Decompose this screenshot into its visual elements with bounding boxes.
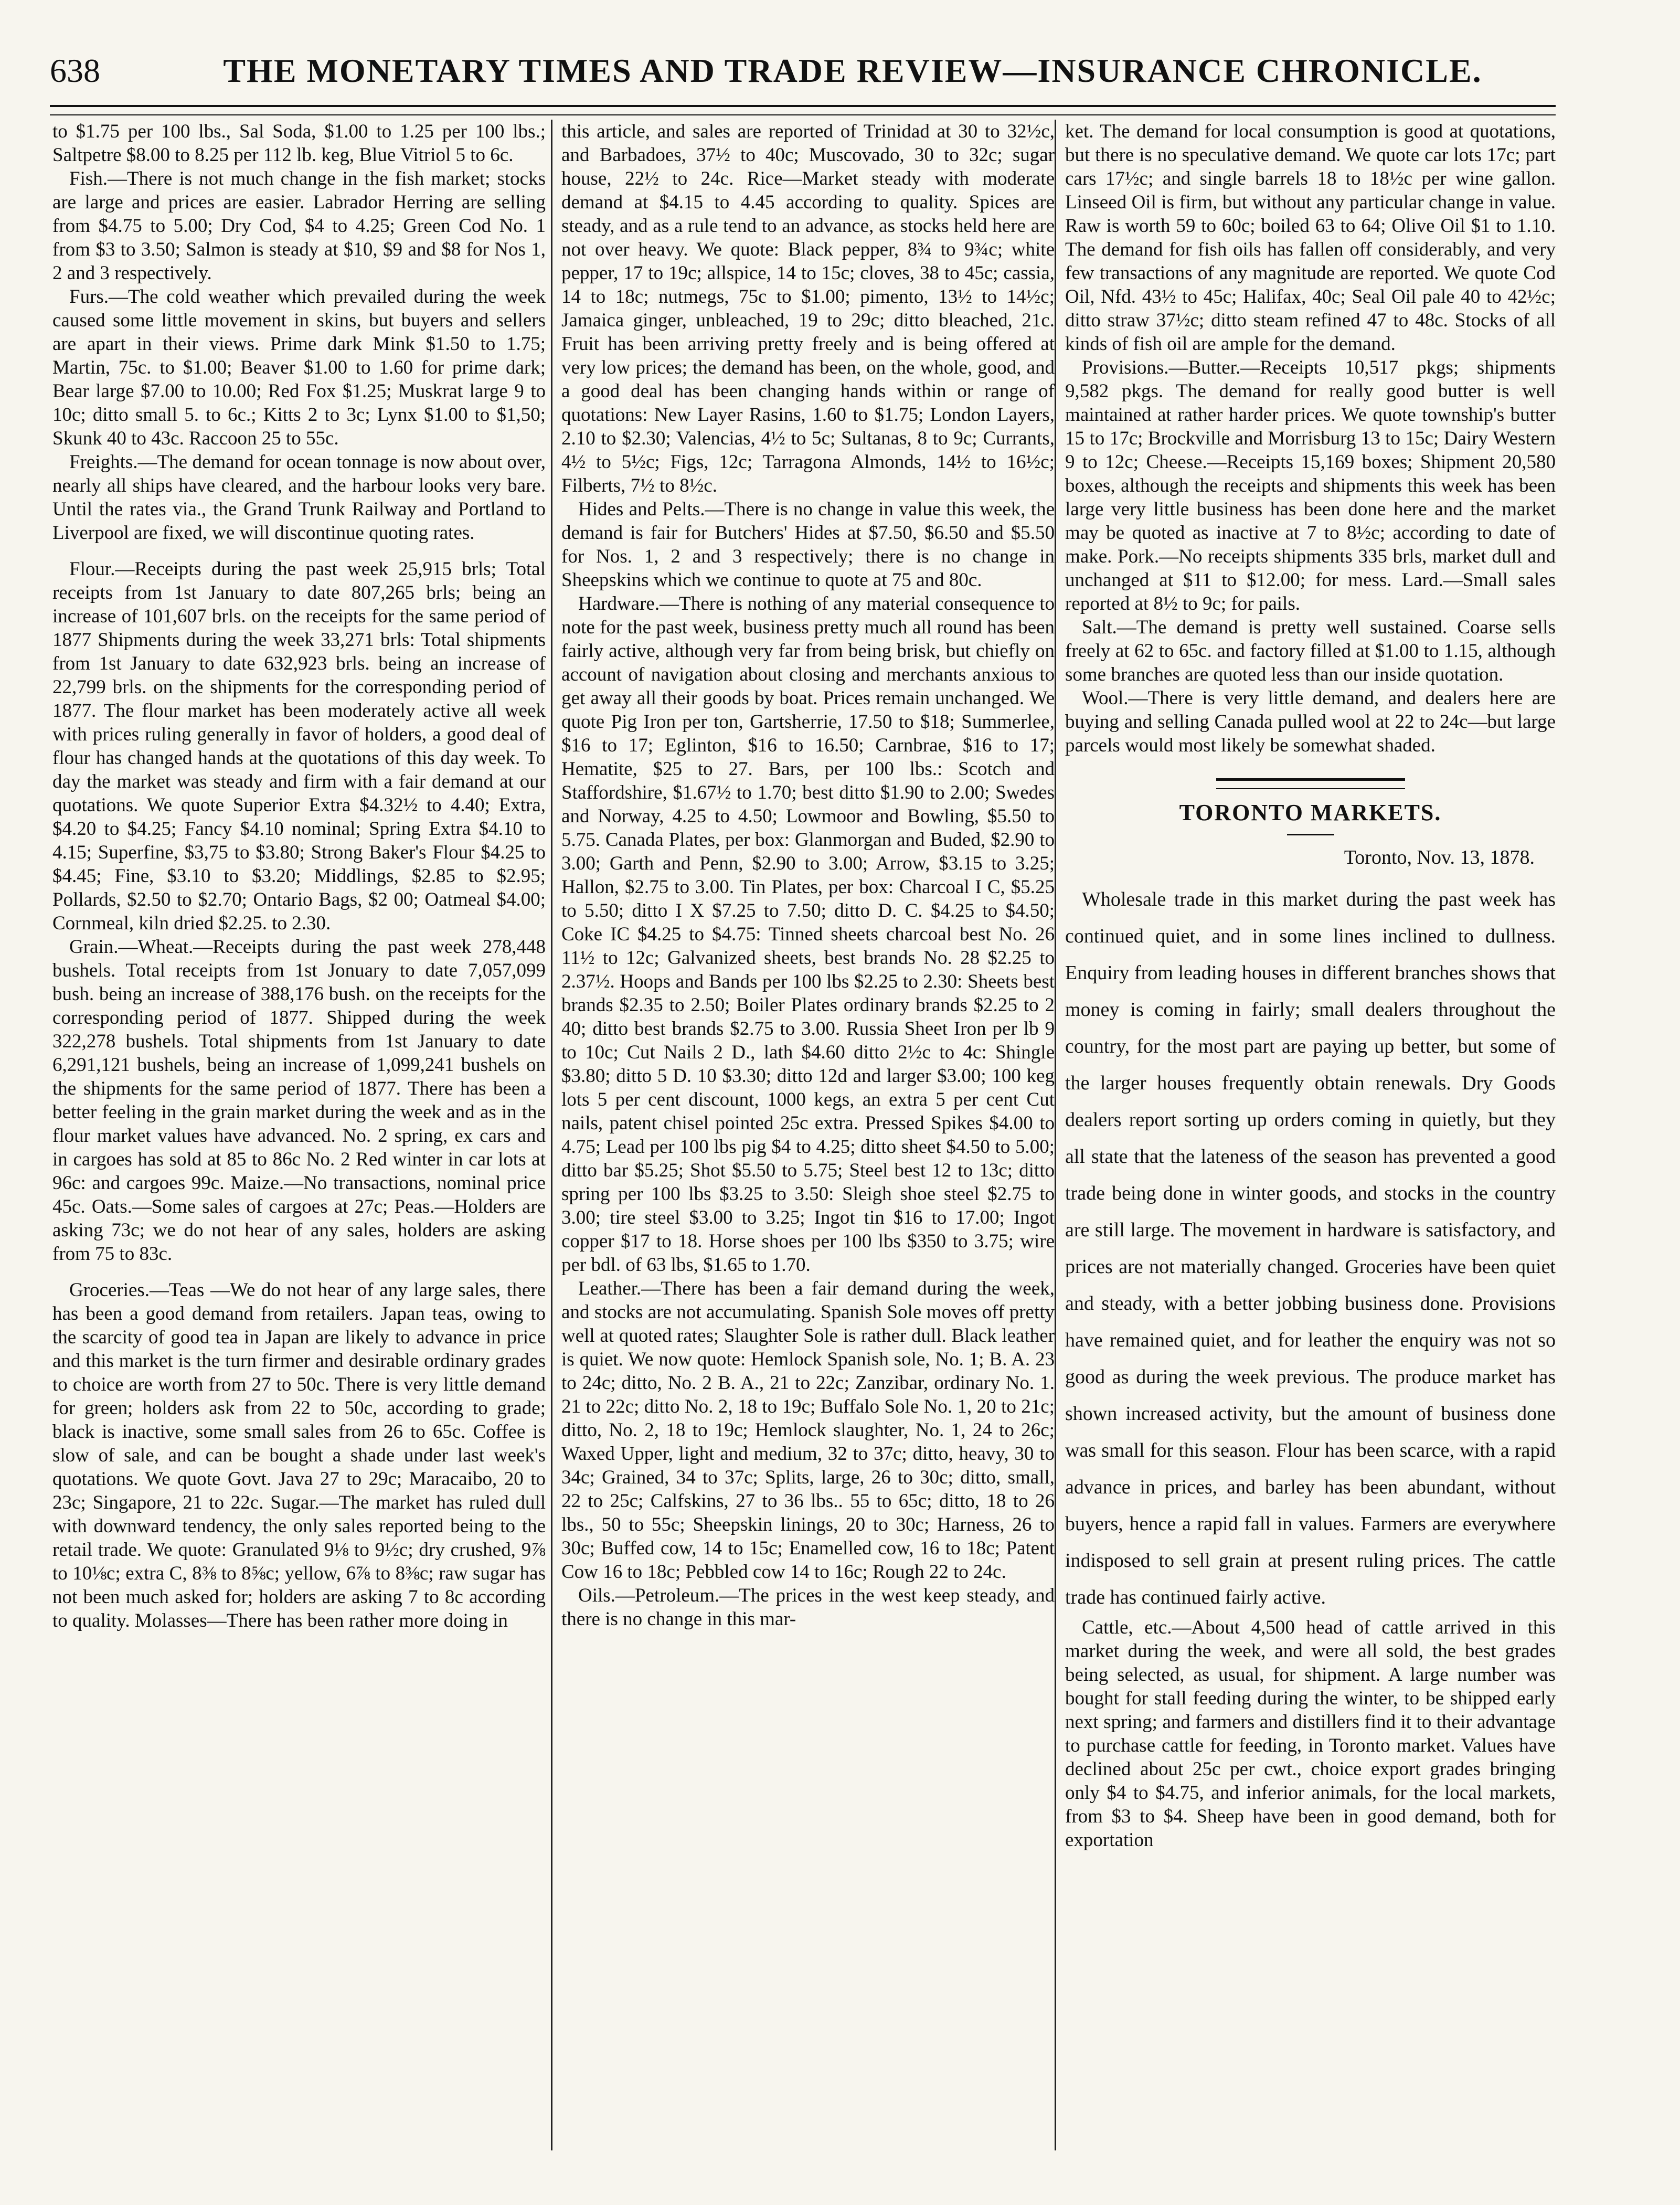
section-divider — [1216, 778, 1405, 789]
paragraph-cattle: Cattle, etc.—About 4,500 head of cattle arrived in this market during the week, and were all sold, the best grades being selected, as usual, for shipment. A large number was bought for stall feeding during the winter, to be shipped early next spring; and farmers and distillers find it to their advantage to purchase cattle for feeding, in Toronto market. Values have declined about 25c per cwt., choice export grades bringing only $4 to $4.75, and inferior animals, for the local markets, from $3 to $4. Sheep have been in good demand, both for exportation — [1065, 1617, 1556, 1851]
column-3 — [1065, 120, 1556, 2156]
column-1 — [52, 120, 546, 2156]
section-title-toronto-markets: TORONTO MARKETS. — [1179, 800, 1442, 825]
paragraph-fish: Fish.—There is not much change in the fish market; stocks are large and prices are easier. Labrador Herring are selling from $4.75 to 5.00; Dry Cod, $4 to 4.25; Green Cod No. 1 from $3 to 3.50; Salmon is steady at $10, $9 and $8 for Nos 1, 2 and 3 respectively. — [52, 168, 546, 284]
paragraph-toronto-intro: Wholesale trade in this market during the past week has continued quiet, and in some lines inclined to dullness. Enquiry from leading houses in different branches shows that money is coming in fairly; small dealers throughout the country, for the most part are paying up better, but some of the larger houses frequently obtain renewals. Dry Goods dealers report sorting up orders coming in quietly, but they all state that the lateness of the season has prevented a good trade being done in winter goods, and stocks in the country are still large. The movement in hardware is satisfactory, and prices are not materially changed. Groceries have been quiet and steady, with a better jobbing business done. Provisions have remained quiet, and for leather the enquiry was not so good as during the week previous. The produce market has shown increased activity, but the amount of business done was small for this season. Flour has been scarce, with a rapid advance in prices, and barley has been abundant, without buyers, hence a rapid fall in values. Farmers are everywhere indisposed to sell grain at present ruling prices. The cattle trade has continued fairly active. — [1065, 888, 1556, 1608]
paragraph-freights: Freights.—The demand for ocean tonnage is now about over, nearly all ships have cleared, and the harbour looks very bare. Until the rates via., the Grand Trunk Railway and Portland to Liverpool are fixed, we will discontinue quoting rates. — [52, 451, 546, 544]
running-head-title: THE MONETARY TIMES AND TRADE REVIEW—INSURANCE CHRONICLE. — [223, 52, 1482, 89]
paragraph-groceries: Groceries.—Teas —We do not hear of any large sales, there has been a good demand from retailers. Japan teas, owing to the scarcity of good tea in Japan are likely to advance in price and this market is the turn firmer and desirable ordinary grades to choice are worth from 27 to 50c. There is very little demand for green; holders ask from 22 to 50c, according to grade; black is inactive, some small sales from 26 to 65c. Coffee is slow of sale, and can be bought a shade under last week's quotations. We quote Govt. Java 27 to 29c; Maracaibo, 20 to 23c; Singapore, 21 to 22c. Sugar.—The market has ruled dull with downward tendency, the only sales reported being to the retail trade. We quote: Granulated 9⅛ to 9½c; dry crushed, 9⅞ to 10⅛c; extra C, 8⅜ to 8⅝c; yellow, 6⅞ to 8⅜c; raw sugar has not been much asked for; holders are asking 7 to 8c according to quality. Molasses—There has been rather more doing in — [52, 1279, 546, 1631]
paragraph-wool: Wool.—There is very little demand, and dealers here are buying and selling Canada pulled wool at 22 to 24c—but large parcels would most likely be somewhat shaded. — [1065, 687, 1556, 756]
page-header — [50, 42, 1550, 100]
paragraph-flour: Flour.—Receipts during the past week 25,915 brls; Total receipts from 1st January to date 807,265 brls; being an increase of 101,607 brls. on the receipts for the same period of 1877 Shipments during the week 33,271 brls: Total shipments from 1st January to date 632,923 brls. being an increase of 22,799 brls. on the shipments for the corresponding period of 1877. The flour market has been moderately active all week with prices ruling generally in favor of holders, a good deal of flour has changed hands at the quotations of this day week. To day the market was steady and firm with a fair demand at our quotations. We quote Superior Extra $4.32½ to 4.40; Extra, $4.20 to $4.25; Fancy $4.10 nominal; Spring Extra $4.10 to 4.15; Superfine, $3,75 to $3.80; Strong Baker's Flour $4.25 to $4.45; Fine, $3.10 to $3.20; Middlings, $2.85 to $2.95; Pollards, $2.50 to $2.70; Ontario Bags, $2 00; Oatmeal $4.00; Cornmeal, kiln dried $2.25. to 2.30. — [52, 558, 546, 934]
header-double-rule — [50, 105, 1556, 115]
dateline: Toronto, Nov. 13, 1878. — [1344, 846, 1535, 868]
paragraph-oils-cont: ket. The demand for local consumption is good at quotations, but there is no speculative demand. We quote car lots 17c; part cars 17½c; and single barrels 18 to 18½c per wine gallon. Linseed Oil is firm, but without any particular change in value. Raw is worth 59 to 60c; boiled 63 to 64; Olive Oil $1 to 1.10. The demand for fish oils has fallen off considerably, and very few transactions of any magnitude are reported. We quote Cod Oil, Nfd. 43½ to 45c; Halifax, 40c; Seal Oil pale 40 to 42½c; ditto straw 37½c; ditto steam refined 47 to 48c. Stocks of all kinds of fish oil are ample for the demand. — [1065, 121, 1556, 355]
paragraph-grain: Grain.—Wheat.—Receipts during the past week 278,448 bushels. Total receipts from 1st Jonuary to date 7,057,099 bush. being an increase of 388,176 bush. on the receipts for the corresponding period of 1877. Shipped during the week 322,278 bushels. Total shipments from 1st January to date 6,291,121 bushels, being an increase of 1,099,241 bushels on the shipments for the same period of 1877. There has been a better feeling in the grain market during the week and as in the flour market values have advanced. No. 2 spring, ex cars and in cargoes has sold at 85 to 86c No. 2 Red winter in car lots at 96c: and cargoes 99c. Maize.—No transactions, nominal price 45c. Oats.—Some sales of cargoes at 27c; Peas.—Holders are asking 73c; we do not hear of any sales, holders are asking from 75 to 83c. — [52, 936, 546, 1265]
paragraph-furs: Furs.—The cold weather which prevailed during the week caused some little movement in skins, but buyers and sellers are apart in their views. Prime dark Mink $1.50 to 1.75; Martin, 75c. to $1.00; Beaver $1.00 to 1.60 for prime dark; Bear large $7.00 to 10.00; Red Fox $1.25; Muskrat large 9 to 10c; ditto small 5. to 6c.; Kitts 2 to 3c; Lynx $1.00 to $1,50; Skunk 40 to 43c. Raccoon 25 to 55c. — [52, 286, 546, 449]
paragraph-leather: Leather.—There has been a fair demand during the week, and stocks are not accumulating. Spanish Sole moves off pretty well at quoted rates; Slaughter Sole is rather dull. Black leather is quiet. We now quote: Hemlock Spanish sole, No. 1; B. A. 23 to 24c; ditto, No. 2 B. A., 21 to 22c; Zanzibar, ordinary No. 1. 21 to 22c; ditto No. 2, 18 to 19c; Buffalo Sole No. 1, 20 to 21c; ditto, No. 2, 18 to 19c; Hemlock slaughter, No. 1, 24 to 26c; Waxed Upper, light and medium, 32 to 37c; ditto, heavy, 30 to 34c; Grained, 34 to 37c; Splits, large, 26 to 30c; ditto, small, 22 to 25c; Calfskins, 27 to 36 lbs.. 55 to 65c; ditto, 18 to 26 lbs., 50 to 55c; Sheepskin linings, 20 to 30c; Harness, 26 to 30c; Buffed cow, 14 to 15c; Enamelled cow, 16 to 18c; Patent Cow 16 to 18c; Pebbled cow 14 to 16c; Rough 22 to 24c. — [561, 1278, 1055, 1583]
column-2 — [561, 120, 1055, 2156]
column-divider — [1055, 120, 1056, 2150]
paragraph-oils: Oils.—Petroleum.—The prices in the west keep steady, and there is no change in this mar- — [561, 1585, 1055, 1630]
paragraph-chemicals: to $1.75 per 100 lbs., Sal Soda, $1.00 to 1.25 per 100 lbs.; Saltpetre $8.00 to 8.25 per 112 lb. keg, Blue Vitriol 5 to 6c. — [52, 121, 546, 166]
column-divider — [551, 120, 552, 2150]
paragraph-hides: Hides and Pelts.—There is no change in value this week, the demand is fair for Butchers' Hides at $7.50, $6.50 and $5.50 for Nos. 1, 2 and 3 respectively; there is no change in Sheepskins which we continue to quote at 75 and 80c. — [561, 499, 1055, 591]
short-rule — [1287, 834, 1334, 835]
paragraph-molasses-spices: this article, and sales are reported of Trinidad at 30 to 32½c, and Barbadoes, 37½ to 40c; Muscovado, 30 to 32c; sugar house, 22½ to 24c. Rice—Market steady with moderate demand at $4.15 to 4.45 according to quality. Spices are steady, and as a rule tend to an advance, as stocks held here are not over heavy. We quote: Black pepper, 8¾ to 9¾c; white pepper, 17 to 19c; allspice, 14 to 15c; cloves, 38 to 45c; cassia, 14 to 18c; nutmegs, 75c to $1.00; pimento, 13½ to 14½c; Jamaica ginger, unbleached, 19 to 29c; ditto bleached, 21c. Fruit has been arriving pretty freely and is being offered at very low prices; the demand has been, on the whole, good, and a good deal has been changing hands within or range of quotations: New Layer Rasins, 1.60 to $1.75; London Layers, 2.10 to $2.30; Valencias, 4½ to 5c; Sultanas, 8 to 9c; Currants, 4½ to 5½c; Figs, 12c; Tarragona Almonds, 14½ to 16½c; Filberts, 7½ to 8½c. — [561, 121, 1055, 496]
page-number: 638 — [50, 52, 100, 89]
paragraph-provisions: Provisions.—Butter.—Receipts 10,517 pkgs; shipments 9,582 pkgs. The demand for really good butter is well maintained at rather harder prices. We quote township's butter 15 to 17c; Brockville and Morrisburg 13 to 15c; Dairy Western 9 to 12c; Cheese.—Receipts 15,169 boxes; Shipment 20,580 boxes, although the receipts and shipments this week has been large very little business has been done here and the market may be quoted as inactive at 7 to 8½c; according to date of make. Pork.—No receipts shipments 335 brls, market dull and unchanged at $11 to $12.00; for mess. Lard.—Small sales reported at 8½ to 9c; for pails. — [1065, 357, 1556, 614]
paragraph-hardware: Hardware.—There is nothing of any material consequence to note for the past week, business pretty much all round has been fairly active, although very far from being brisk, but chiefly on account of navigation about closing and merchants anxious to get away all their goods by boat. Prices remain unchanged. We quote Pig Iron per ton, Gartsherrie, 17.50 to $18; Summerlee, $16 to 17; Eglinton, $16 to 16.50; Carnbrae, $16 to 17; Hematite, $25 to 27. Bars, per 100 lbs.: Scotch and Staffordshire, $1.67½ to 1.70; best ditto $1.90 to 2.00; Swedes and Norway, 4.25 to 4.50; Lowmoor and Bowling, $5.50 to 5.75. Canada Plates, per box: Glanmorgan and Buded, $2.90 to 3.00; Garth and Penn, $2.90 to 3.00; Arrow, $3.15 to 3.25; Hallon, $2.75 to 3.00. Tin Plates, per box: Charcoal I C, $5.25 to 5.50; ditto I X $7.25 to 7.50; ditto D. C. $4.25 to $4.50; Coke IC $4.25 to $4.75: Tinned sheets charcoal best No. 26 11½ to 12c; Galvanized sheets, best brands No. 28 $2.25 to 2.37½. Hoops and Bands per 100 lbs $2.25 to 2.30: Sheets best brands $2.35 to 2.50; Boiler Plates ordinary brands $2.25 to 2 40; ditto best brands $2.75 to 3.00. Russia Sheet Iron per lb 9 to 10c; Cut Nails 2 D., lath $4.60 ditto 2½c to 4c: Shingle $3.80; ditto 5 D. 10 $3.30; ditto 12d and larger $3.00; 100 keg lots 5 per cent discount, 1000 kegs, an extra 5 per cent Cut nails, patent chisel pointed 25c extra. Pressed Spikes $4.00 to 4.75; Lead per 100 lbs pig $4 to 4.25; ditto sheet $4.50 to 5.00; ditto bar $5.25; Shot $5.50 to 5.75; Steel best 12 to 13c; ditto spring per 100 lbs $3.25 to 3.50: Sleigh shoe steel $2.75 to 3.00; tire steel $3.00 to 3.25; Ingot tin $16 to 17.00; Ingot copper $17 to 18. Horse shoes per 100 lbs $350 to 3.75; wire per bdl. of 63 lbs, $1.65 to 1.70. — [561, 593, 1055, 1276]
paragraph-salt: Salt.—The demand is pretty well sustained. Coarse sells freely at 62 to 65c. and factory filled at $1.00 to 1.15, although some branches are quoted less than our inside quotation. — [1065, 617, 1556, 685]
